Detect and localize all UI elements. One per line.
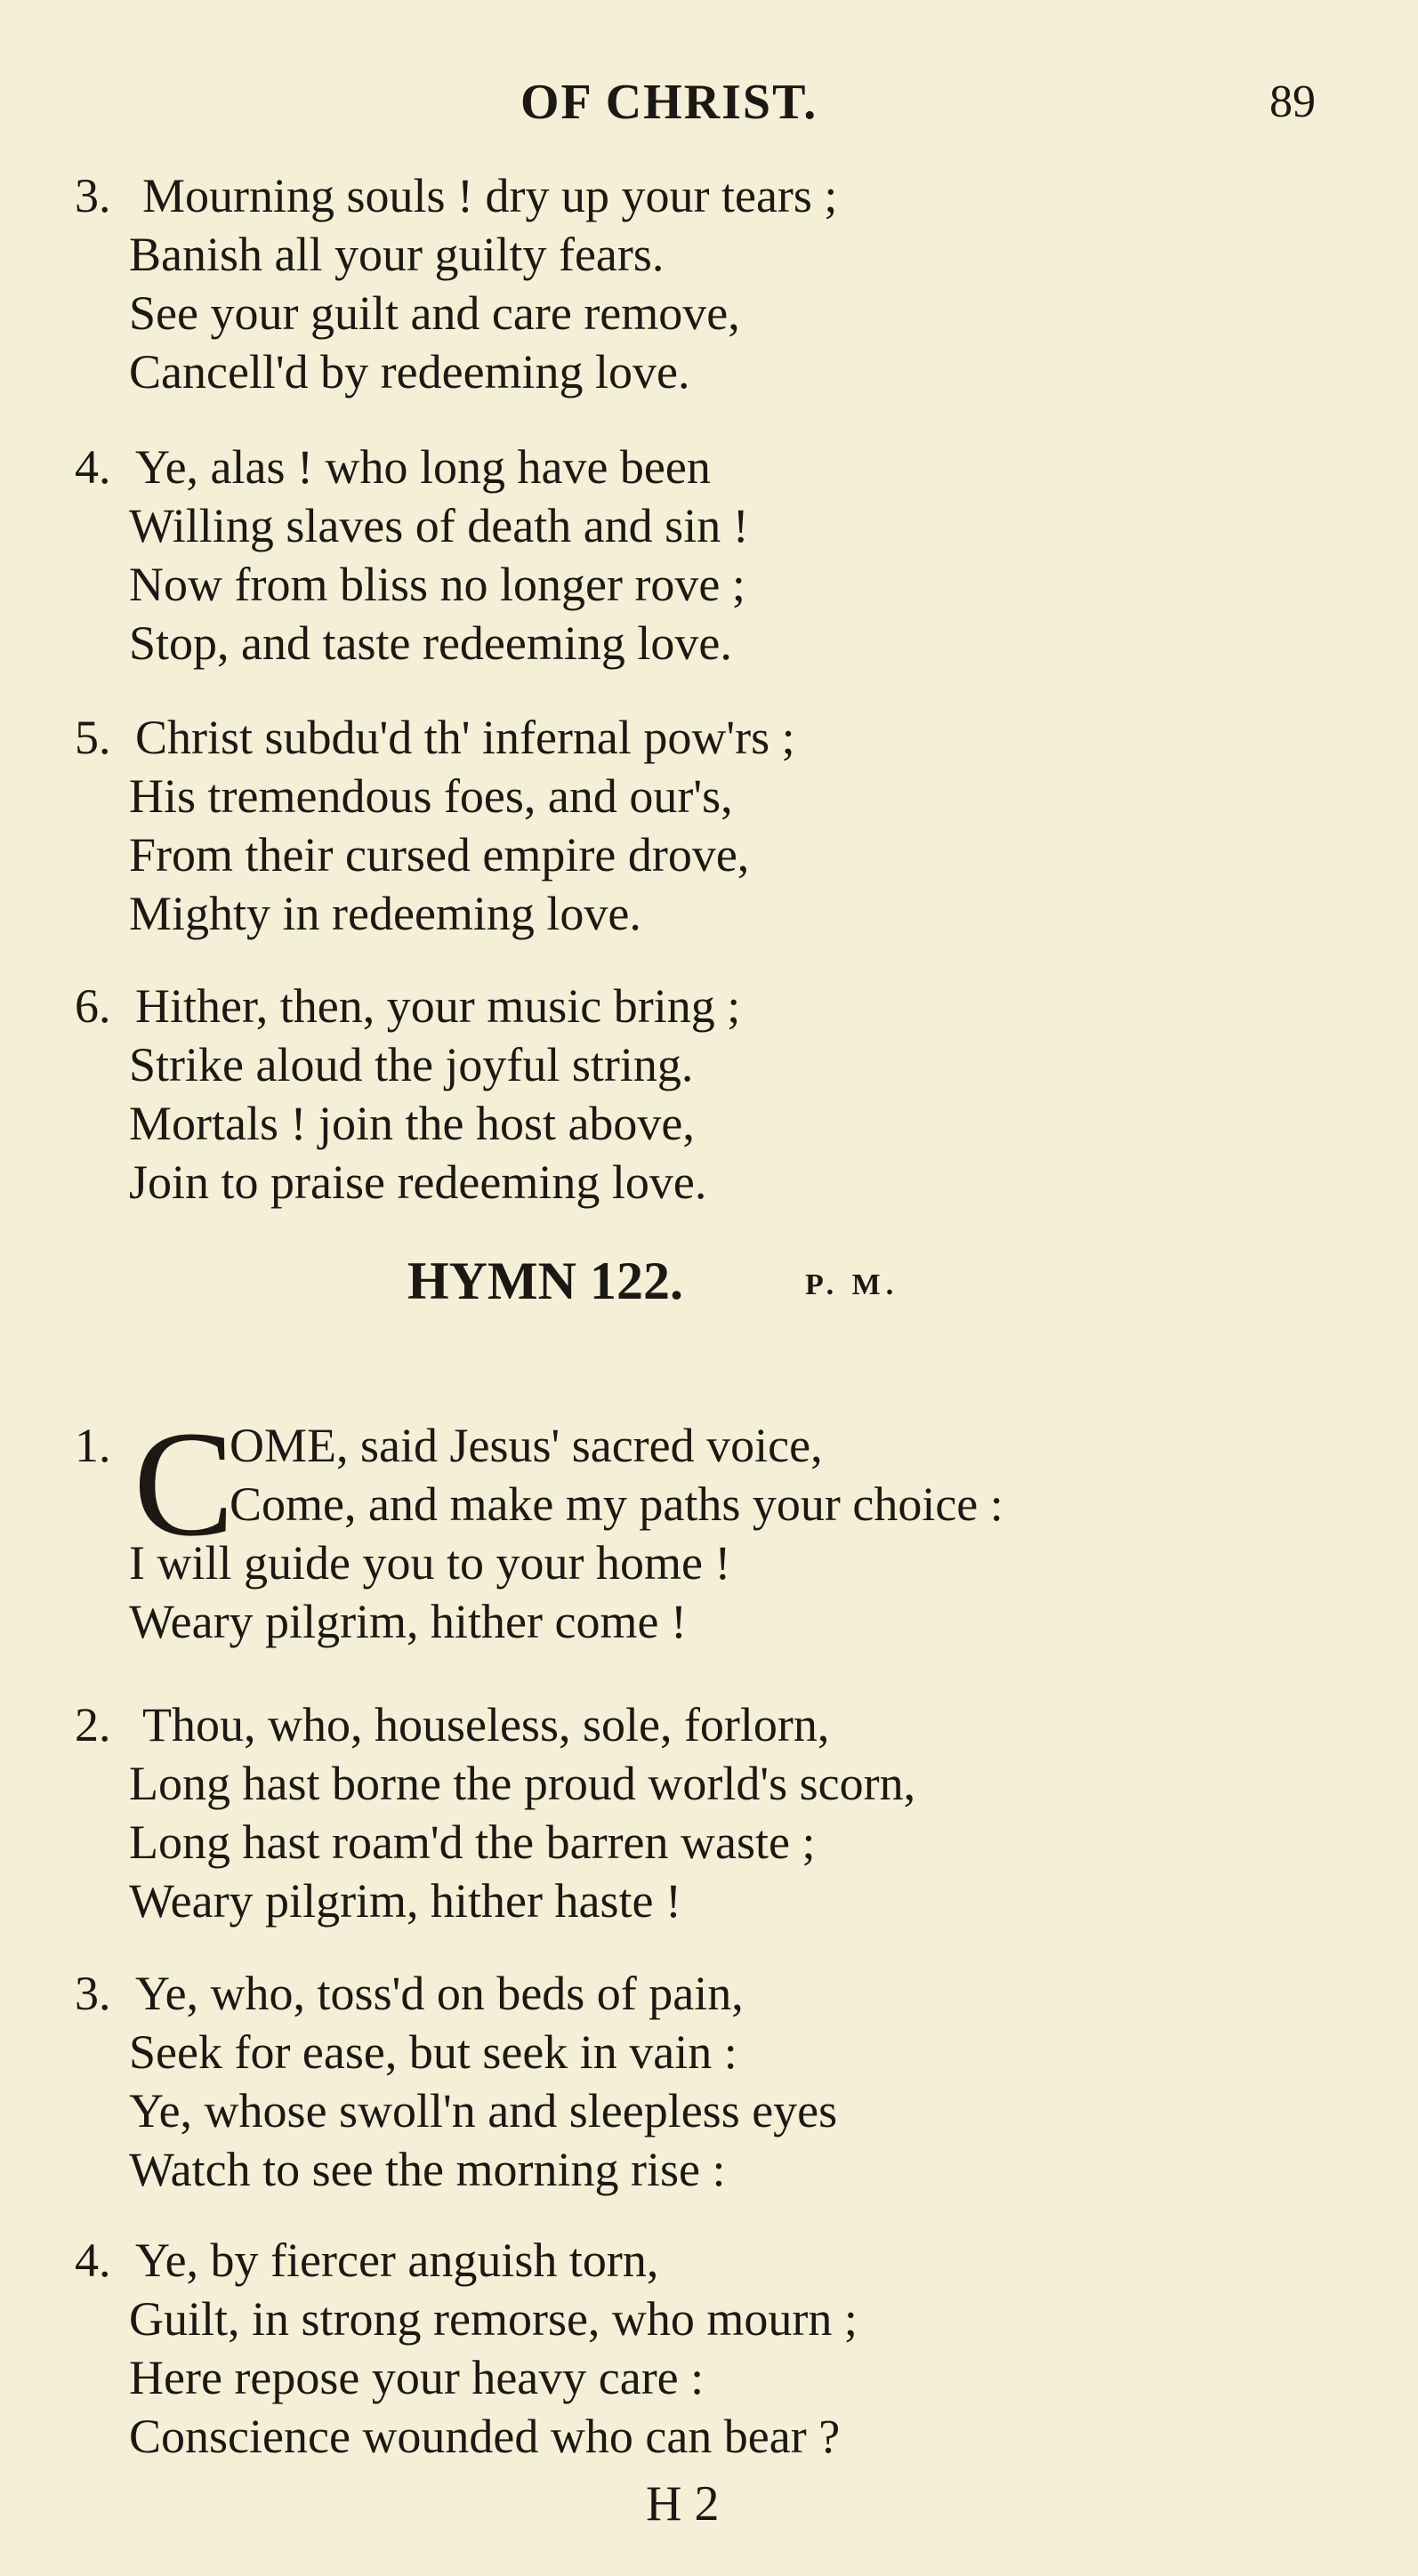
stanza-number: 4. (75, 2234, 111, 2287)
drop-cap: C (133, 1400, 235, 1567)
hymn-heading (0, 1245, 1418, 1316)
verse-line: Hither, then, your music bring ; (135, 979, 741, 1033)
verse-line: Watch to see the morning rise : (129, 2143, 726, 2196)
hymn-title: HYMN 122. (407, 1252, 683, 1310)
verse-line: Seek for ease, but seek in vain : (129, 2025, 737, 2079)
verse-line: I will guide you to your home ! (129, 1536, 731, 1590)
stanza-number: 4. (75, 440, 111, 494)
verse-line: Stop, and taste redeeming love. (129, 616, 732, 670)
verse-line: Mortals ! join the host above, (129, 1097, 695, 1150)
verse-line: Ye, whose swoll'n and sleepless eyes (129, 2084, 838, 2137)
verse-line: From their cursed empire drove, (129, 828, 750, 881)
verse-line: Thou, who, houseless, sole, forlorn, (142, 1698, 830, 1751)
verse-line: Weary pilgrim, hither come ! (129, 1595, 687, 1648)
verse-line: Join to praise redeeming love. (129, 1155, 707, 1209)
verse-line: Banish all your guilty fears. (129, 228, 665, 281)
stanza-number: 1. (75, 1419, 111, 1472)
verse-line: Come, and make my paths your choice : (230, 1477, 1003, 1531)
verse-line: OME, said Jesus' sacred voice, (230, 1419, 823, 1472)
verse-line: Long hast roam'd the barren waste ; (129, 1815, 816, 1869)
hymn-meter: P. M. (805, 1268, 899, 1301)
verse-line: Willing slaves of death and sin ! (129, 499, 749, 552)
verse-line: Cancell'd by redeeming love. (129, 345, 690, 398)
verse-line: Conscience wounded who can bear ? (129, 2410, 841, 2463)
verse-line: Ye, by fiercer anguish torn, (135, 2234, 659, 2287)
verse-line: Guilt, in strong remorse, who mourn ; (129, 2292, 858, 2346)
verse-line: Ye, who, toss'd on beds of pain, (135, 1967, 744, 2020)
verse-line: Weary pilgrim, hither haste ! (129, 1874, 681, 1928)
running-head (0, 71, 1418, 133)
verse-line: Ye, alas ! who long have been (135, 440, 711, 494)
stanza-number: 3. (75, 1967, 111, 2020)
stanza-number: 3. (75, 169, 111, 222)
verse-line: Long hast borne the proud world's scorn, (129, 1757, 916, 1810)
running-title: OF CHRIST. (520, 75, 818, 130)
stanza-number: 2. (75, 1698, 111, 1751)
stanza-number: 5. (75, 711, 111, 764)
verse-line: Strike aloud the joyful string. (129, 1038, 694, 1091)
verse-line: Mourning souls ! dry up your tears ; (142, 169, 838, 222)
signature-mark: H 2 (646, 2476, 720, 2532)
verse-line: Mighty in redeeming love. (129, 887, 641, 940)
stanza-number: 6. (75, 979, 111, 1033)
verse-line: Here repose your heavy care : (129, 2351, 705, 2404)
verse-line: See your guilt and care remove, (129, 286, 740, 340)
verse-line: His tremendous foes, and our's, (129, 769, 733, 823)
page-number: 89 (1269, 76, 1316, 127)
verse-line: Now from bliss no longer rove ; (129, 558, 745, 611)
verse-line: Christ subdu'd th' infernal pow'rs ; (135, 711, 795, 764)
